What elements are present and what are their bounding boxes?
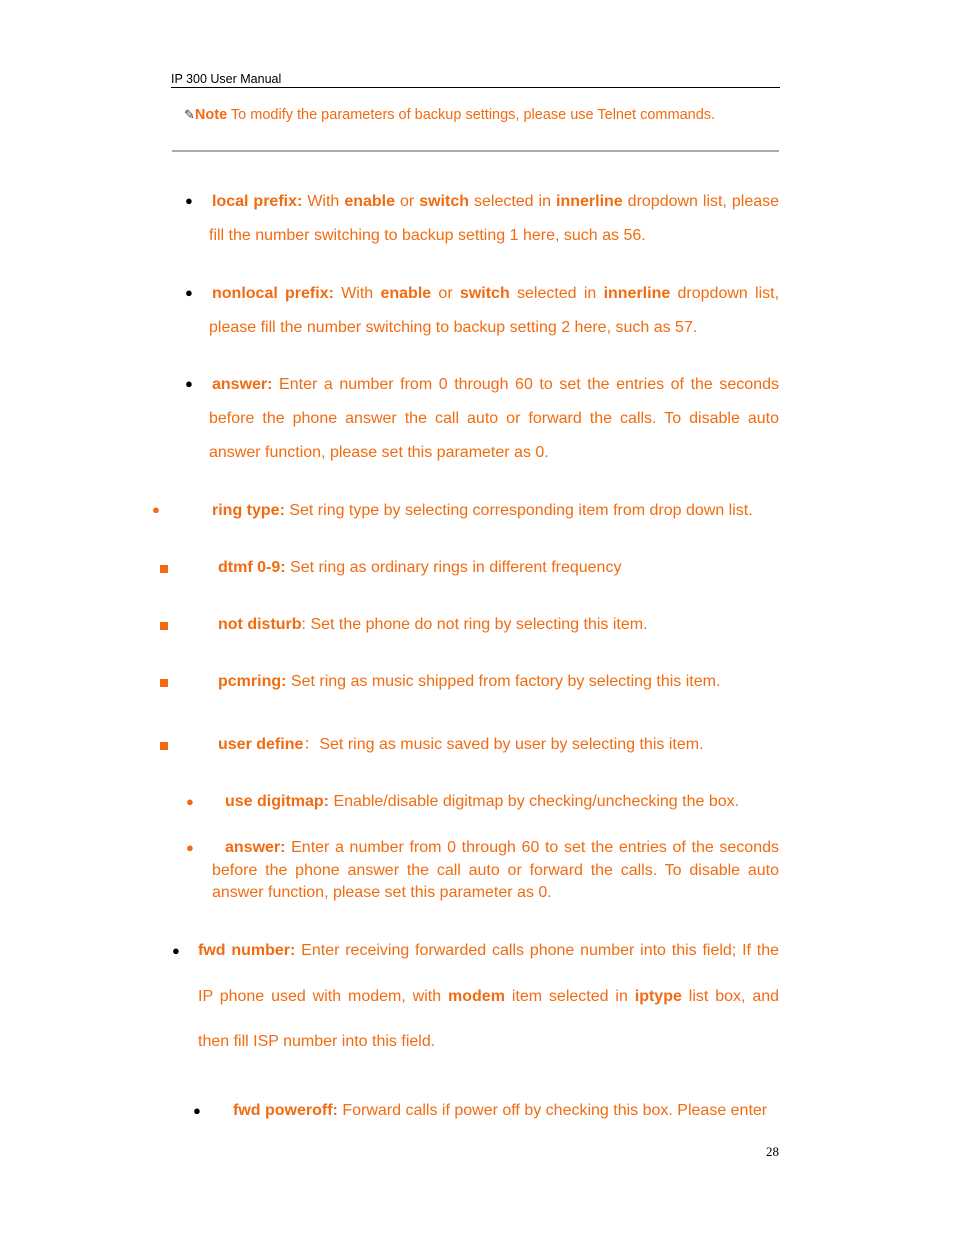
bullet-icon: ● (185, 285, 193, 300)
square-bullet-icon (160, 679, 168, 687)
bullet-icon: ● (186, 840, 194, 855)
item-fwd-poweroff: fwd poweroff: Forward calls if power off by checking this box. Please enter (233, 1102, 768, 1119)
note-text: To modify the parameters of backup settings, please use Telnet commands. (230, 107, 716, 123)
item-ring-type: ring type: Set ring type by selecting corresponding item from drop down list. (212, 502, 753, 519)
page-number: 28 (766, 1144, 779, 1159)
note-label: Note (194, 107, 228, 123)
bullet-icon: ● (186, 794, 194, 809)
item-use-digitmap: use digitmap: Enable/disable digitmap by checking/unchecking the box. (225, 793, 740, 810)
item-local-prefix: local prefix: With enable or switch selected in innerline dropdown list, please fill the number switching to backup setting 1 here, such as 56. (209, 193, 780, 244)
bullet-icon: ● (185, 193, 193, 208)
square-bullet-icon (160, 622, 168, 630)
item-fwd-number: fwd number: Enter receiving forwarded calls phone number into this field; If the IP phone used with modem, with modem item selected in iptype list box, and then fill ISP number into this field. (198, 942, 780, 1050)
divider (172, 150, 779, 152)
note (184, 107, 715, 123)
item-pcmring: pcmring: Set ring as music shipped from factory by selecting this item. (218, 673, 721, 690)
pencil-icon: ✎ (184, 107, 195, 122)
bullet-icon: ● (193, 1103, 201, 1118)
item-dtmf: dtmf 0-9: Set ring as ordinary rings in different frequency (218, 559, 622, 576)
bullet-icon: ● (172, 943, 180, 958)
bullet-icon: ● (152, 502, 160, 517)
item-answer: answer: Enter a number from 0 through 60 to set the entries of the seconds before the phone answer the call auto or forward the calls. To disable auto answer function, please set this parameter as 0. (209, 376, 779, 461)
square-bullet-icon (160, 565, 168, 573)
item-not-disturb: not disturb: Set the phone do not ring by selecting this item. (218, 616, 648, 633)
square-bullet-icon (160, 742, 168, 750)
running-header: IP 300 User Manual (171, 72, 780, 88)
bullet-icon: ● (185, 376, 193, 391)
item-user-define: user define：Set ring as music saved by user by selecting this item. (218, 736, 704, 753)
item-nonlocal-prefix: nonlocal prefix: With enable or switch selected in innerline dropdown list, please fill the number switching to backup setting 2 here, such as 57. (209, 285, 780, 336)
item-answer-2: answer: Enter a number from 0 through 60 to set the entries of the seconds before the phone answer the call auto or forward the calls. To disable auto answer function, please set this parameter as 0. (212, 839, 779, 901)
